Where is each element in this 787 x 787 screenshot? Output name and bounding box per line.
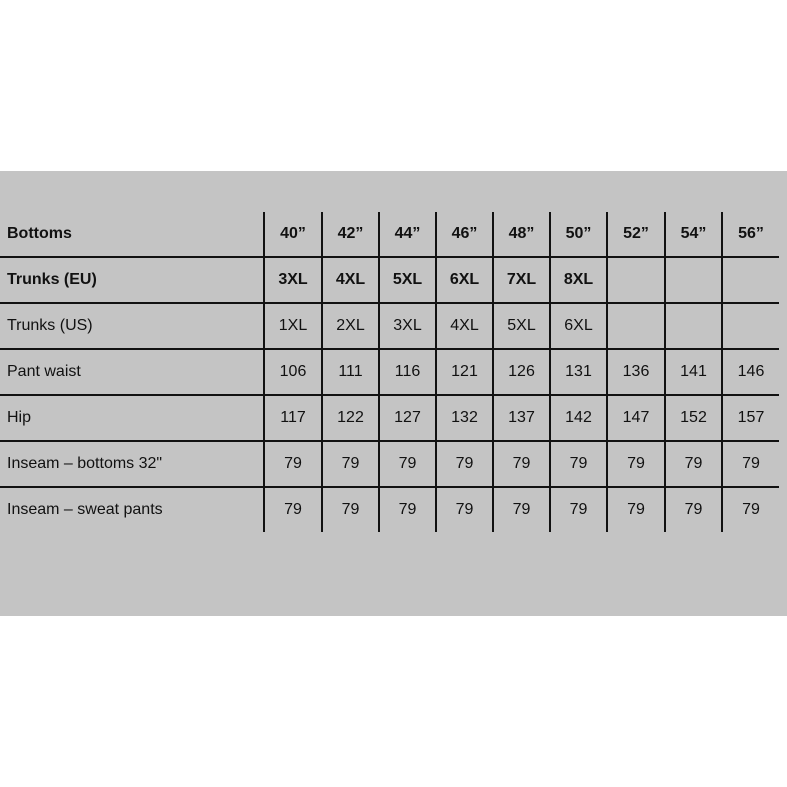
table-row <box>0 395 779 441</box>
table-cell: 121 <box>436 349 493 395</box>
table-cell: 5XL <box>493 303 550 349</box>
size-chart-table <box>0 212 779 532</box>
table-cell: 79 <box>550 441 607 487</box>
column-header: 46” <box>436 212 493 257</box>
row-label: Pant waist <box>0 349 264 395</box>
row-label: Inseam – sweat pants <box>0 487 264 532</box>
table-cell: 2XL <box>322 303 379 349</box>
table-cell: 79 <box>550 487 607 532</box>
table-cell: 142 <box>550 395 607 441</box>
table-cell: 116 <box>379 349 436 395</box>
row-label: Bottoms <box>7 225 72 242</box>
table-cell: 5XL <box>379 257 436 303</box>
table-cell: 127 <box>379 395 436 441</box>
table-cell: 3XL <box>379 303 436 349</box>
table-row <box>0 257 779 303</box>
table-cell: 152 <box>665 395 722 441</box>
table-cell: 79 <box>665 487 722 532</box>
table-cell: 111 <box>322 349 379 395</box>
header-row <box>0 212 779 257</box>
table-cell: 122 <box>322 395 379 441</box>
table-cell: 117 <box>264 395 322 441</box>
table-cell: 126 <box>493 349 550 395</box>
table-cell <box>722 257 779 303</box>
table-cell: 79 <box>722 487 779 532</box>
row-label: Hip <box>0 395 264 441</box>
table-cell: 79 <box>436 487 493 532</box>
column-header: 40” <box>264 212 322 257</box>
table-cell: 1XL <box>264 303 322 349</box>
table-cell <box>607 303 665 349</box>
table-cell: 4XL <box>436 303 493 349</box>
column-header: 56” <box>722 212 779 257</box>
column-header: 52” <box>607 212 665 257</box>
table-cell: 147 <box>607 395 665 441</box>
table-cell: 157 <box>722 395 779 441</box>
table-row <box>0 349 779 395</box>
table-cell: 136 <box>607 349 665 395</box>
table-cell <box>722 303 779 349</box>
column-header: 50” <box>550 212 607 257</box>
row-label: Trunks (US) <box>0 303 264 349</box>
row-label: Inseam – bottoms 32" <box>0 441 264 487</box>
table-row <box>0 303 779 349</box>
table-cell: 146 <box>722 349 779 395</box>
table-cell: 137 <box>493 395 550 441</box>
table-cell: 79 <box>665 441 722 487</box>
table-cell: 8XL <box>550 257 607 303</box>
table-cell: 79 <box>322 441 379 487</box>
table-cell: 79 <box>722 441 779 487</box>
column-header: 44” <box>379 212 436 257</box>
table-cell: 79 <box>322 487 379 532</box>
table-cell <box>665 303 722 349</box>
table-cell: 6XL <box>550 303 607 349</box>
table-cell: 79 <box>607 487 665 532</box>
table-cell: 79 <box>264 487 322 532</box>
row-label: Trunks (EU) <box>0 257 264 303</box>
table-cell: 106 <box>264 349 322 395</box>
table-row <box>0 441 779 487</box>
table-cell: 79 <box>436 441 493 487</box>
table-cell: 6XL <box>436 257 493 303</box>
column-header: 48” <box>493 212 550 257</box>
table-cell: 3XL <box>264 257 322 303</box>
table-cell <box>607 257 665 303</box>
table-cell: 79 <box>493 441 550 487</box>
column-header: 54” <box>665 212 722 257</box>
size-chart-body <box>0 212 779 532</box>
table-cell: 141 <box>665 349 722 395</box>
table-cell: 79 <box>379 487 436 532</box>
table-cell: 79 <box>607 441 665 487</box>
table-cell: 4XL <box>322 257 379 303</box>
table-cell: 7XL <box>493 257 550 303</box>
table-cell: 79 <box>264 441 322 487</box>
table-row <box>0 487 779 532</box>
table-cell: 79 <box>379 441 436 487</box>
table-cell: 132 <box>436 395 493 441</box>
table-cell <box>665 257 722 303</box>
column-header: 42” <box>322 212 379 257</box>
table-cell: 79 <box>493 487 550 532</box>
table-cell: 131 <box>550 349 607 395</box>
